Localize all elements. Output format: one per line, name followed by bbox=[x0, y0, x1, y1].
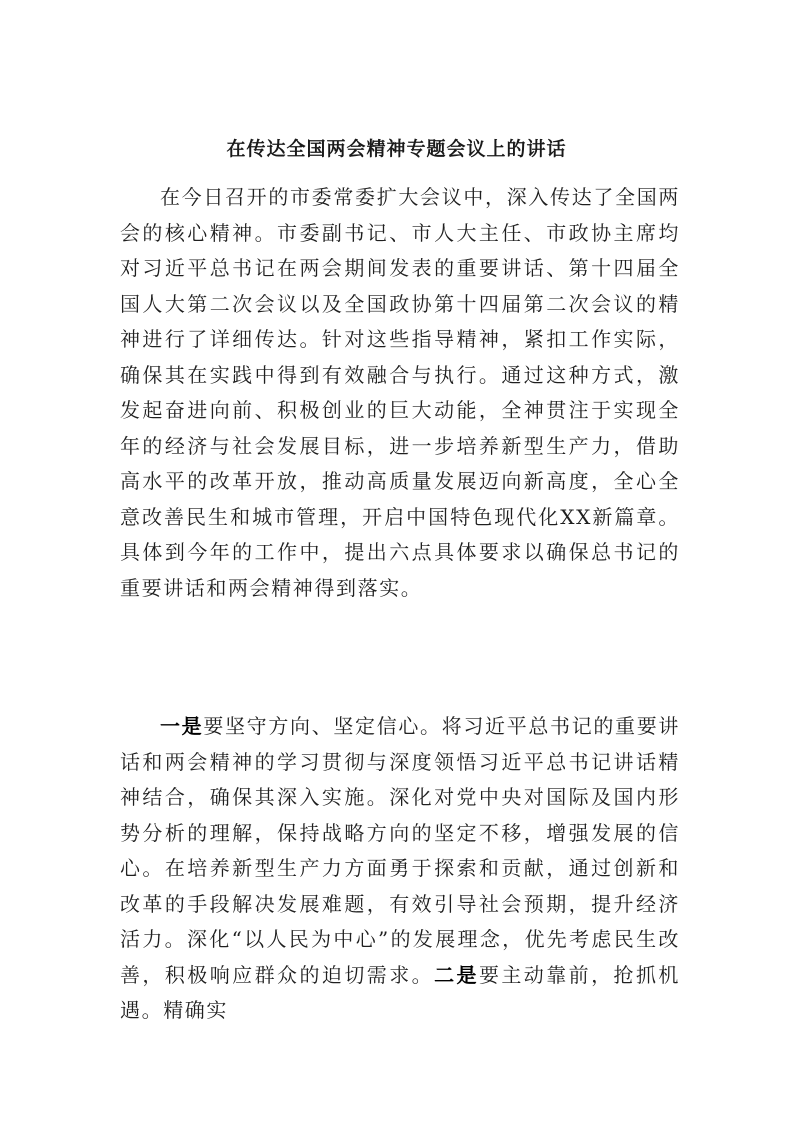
paragraph-intro: 在今日召开的市委常委扩大会议中，深入传达了全国两会的核心精神。市委副书记、市人大主任、市政协主席均对习近平总书记在两会期间发表的重要讲话、第十四届全国人大第二次会议以及全国政协第十四届第二次会议的精神进行了详细传达。针对这些指导精神，紧扣工作实际，确保其在实践中得到有效融合与执行。通过这种方式，激发起奋进向前、积极创业的巨大动能，全神贯注于实现全年的经济与社会发展目标，进一步培养新型生产力，借助高水平的改革开放，推动高质量发展迈向新高度，全心全意改善民生和城市管理，开启中国特色现代化XX新篇章。具体到今年的工作中，提出六点具体要求以确保总书记的重要讲话和两会精神得到落实。 bbox=[120, 185, 680, 600]
point-two-lead: 二是 bbox=[434, 962, 479, 987]
paragraph-requirements bbox=[120, 709, 680, 1029]
point-two-text: 要主动靠前，抢抓机遇。精确实 bbox=[120, 962, 680, 1022]
document-title: 在传达全国两会精神专题会议上的讲话 bbox=[226, 138, 567, 160]
point-one-lead: 一是 bbox=[160, 714, 204, 738]
point-one-text: 要坚守方向、坚定信心。将习近平总书记的重要讲话和两会精神的学习贯彻与深度领悟习近平总书记讲话精神结合，确保其深入实施。深化对党中央对国际及国内形势分析的理解，保持战略方向的坚定不移，增强发展的信心。在培养新型生产力方面勇于探索和贡献，通过创新和改革的手段解决发展难题，有效引导社会预期，提升经济活力。深化“以人民为中心”的发展理念，优先考虑民生改善，积极响应群众的迫切需求。 bbox=[120, 714, 680, 987]
